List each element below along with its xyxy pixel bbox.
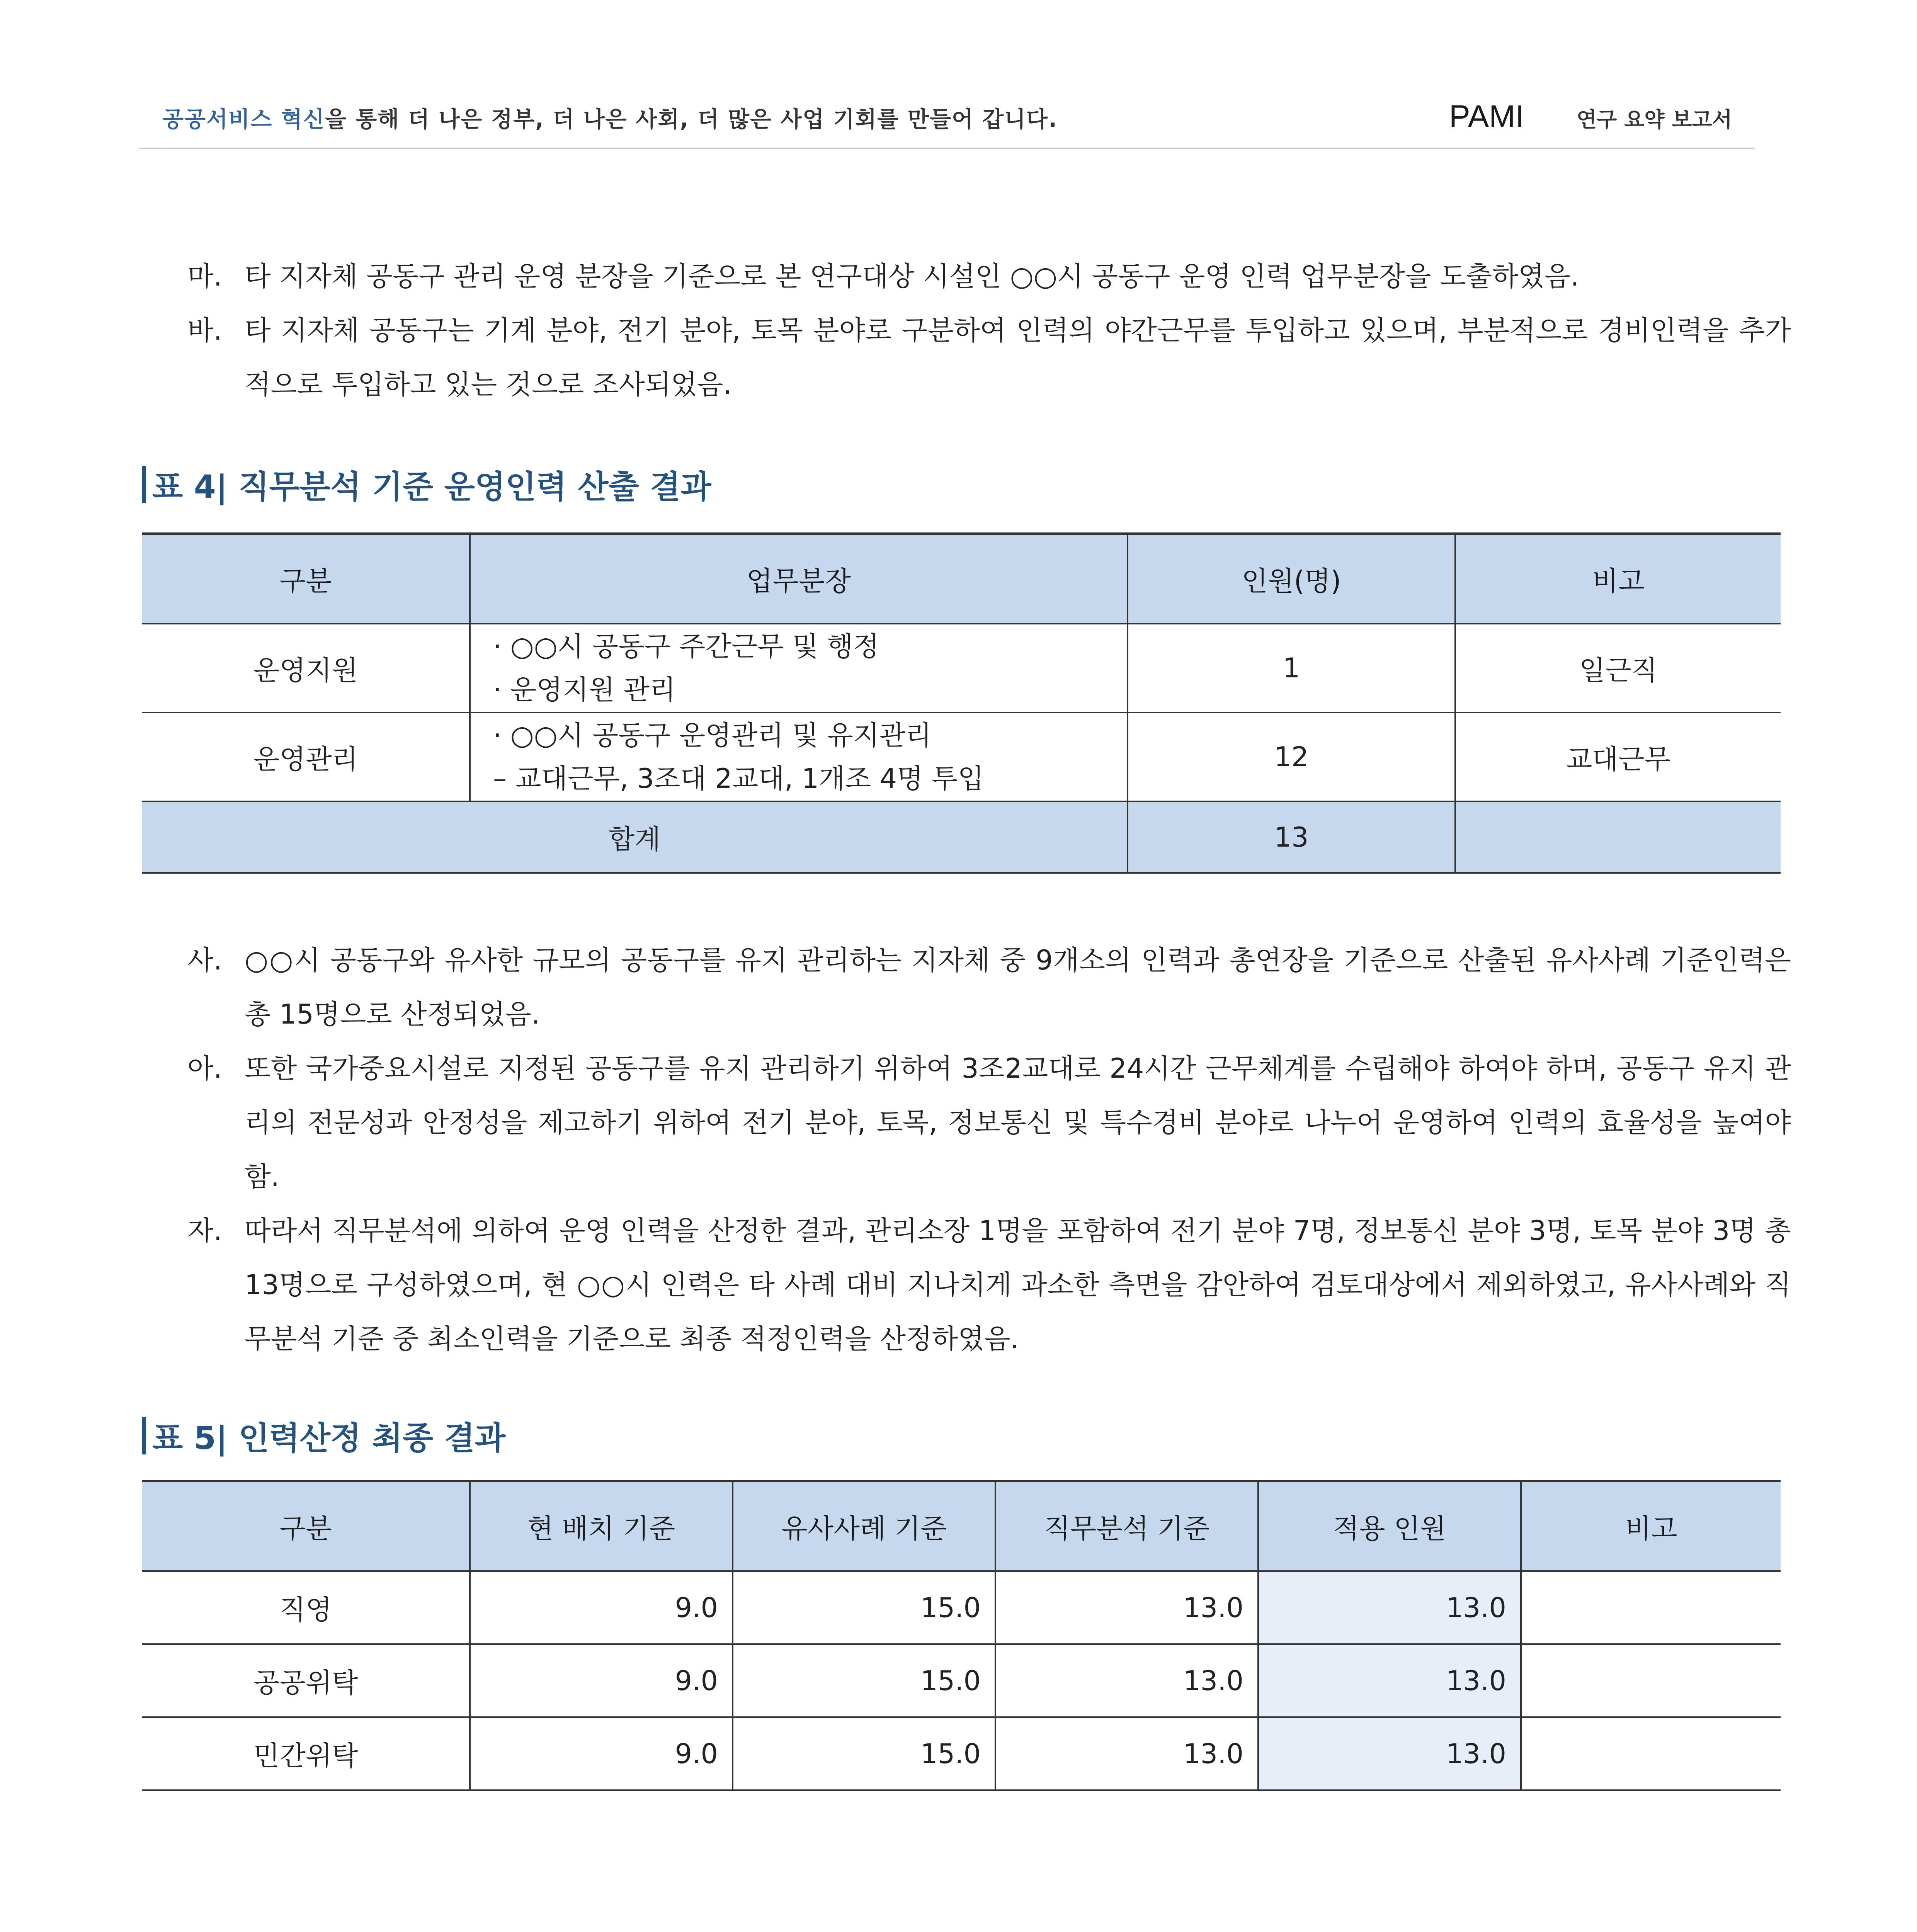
table-cell-job: 13.0 — [995, 1571, 1258, 1644]
table-header-cell: 비고 — [1455, 534, 1781, 624]
table-header-cell: 현 배치 기준 — [470, 1481, 733, 1571]
table-cell-count: 1 — [1128, 624, 1455, 713]
table-header-row — [142, 1481, 1781, 1571]
paragraph-marker: 마. — [187, 260, 222, 292]
table-cell-category: 공공위탁 — [142, 1644, 470, 1717]
table-cell-note — [1521, 1717, 1781, 1790]
duty-line: · ○○시 공동구 주간근무 및 행정 — [493, 631, 879, 662]
header-subtitle: 연구 요약 보고서 — [1577, 107, 1732, 132]
table-cell-similar: 15.0 — [733, 1571, 995, 1644]
table-cell-category: 민간위탁 — [142, 1717, 470, 1790]
paragraph-text: 따라서 직무분석에 의하여 운영 인력을 산정한 결과, 관리소장 1명을 포함하여 전기 분야 7명, 정보통신 분야 3명, 토목 분야 3명 총 13명으로 구성하였으며, 현 ○○시 인력은 타 사례 대비 지나치게 과소한 측면을 감안하여 검토대상에서 제외하였고, 유사사례와 직무분석 기준 중 최소인력을 기준으로 최종 적정인력을 산정하였음. — [245, 1215, 1791, 1355]
paragraph-ja — [187, 1204, 1791, 1366]
table-cell-note — [1521, 1571, 1781, 1644]
table-row — [142, 1644, 1781, 1717]
caption-bar — [142, 466, 146, 503]
table-cell-category: 직영 — [142, 1571, 470, 1644]
table4-caption-text: 표 4| 직무분석 기준 운영인력 산출 결과 — [152, 469, 711, 505]
table-cell-applied: 13.0 — [1258, 1571, 1521, 1644]
table-cell-job: 13.0 — [995, 1644, 1258, 1717]
table-cell-job: 13.0 — [995, 1717, 1258, 1790]
table-header-row — [142, 534, 1781, 624]
paragraph-ba — [187, 303, 1791, 412]
table-header-cell: 유사사례 기준 — [733, 1481, 995, 1571]
table4-caption — [142, 462, 711, 507]
table-cell-category: 운영관리 — [142, 713, 470, 801]
table-final-staffing — [142, 1480, 1781, 1791]
paragraph-text: ○○시 공동구와 유사한 규모의 공동구를 유지 관리하는 지자체 중 9개소의 인력과 총연장을 기준으로 산출된 유사사례 기준인력은 총 15명으로 산정되었음. — [245, 944, 1791, 1030]
table-row — [142, 624, 1781, 713]
table-cell-applied: 13.0 — [1258, 1717, 1521, 1790]
page-header — [139, 95, 1754, 149]
duty-line: · 운영지원 관리 — [493, 674, 676, 706]
table-cell-similar: 15.0 — [733, 1644, 995, 1717]
table5-caption-text: 표 5| 인력산정 최종 결과 — [152, 1420, 506, 1457]
paragraph-marker: 바. — [187, 315, 222, 346]
table-cell-duty — [470, 713, 1128, 801]
total-label: 합계 — [142, 801, 1128, 873]
paragraph-ma — [187, 249, 1791, 303]
table-cell-duty — [470, 624, 1128, 713]
table-header-cell: 구분 — [142, 1481, 470, 1571]
table-row — [142, 1571, 1781, 1644]
table-cell-similar: 15.0 — [733, 1717, 995, 1790]
table-header-cell: 업무분장 — [470, 534, 1128, 624]
paragraph-marker: 자. — [187, 1215, 222, 1247]
paragraph-text: 또한 국가중요시설로 지정된 공동구를 유지 관리하기 위하여 3조2교대로 24시간 근무체계를 수립해야 하여야 하며, 공동구 유지 관리의 전문성과 안정성을 제고하기 위하여 전기 분야, 토목, 정보통신 및 특수경비 분야로 나누어 운영하여 인력의 효율성을 높여야 함. — [245, 1053, 1791, 1192]
table-staff-calculation — [142, 532, 1781, 874]
paragraph-text: 타 지자체 공동구 관리 운영 분장을 기준으로 본 연구대상 시설인 ○○시 공동구 운영 인력 업무분장을 도출하였음. — [245, 260, 1579, 292]
table-cell-current: 9.0 — [470, 1644, 733, 1717]
table-header-cell: 직무분석 기준 — [995, 1481, 1258, 1571]
table-header-cell: 비고 — [1521, 1481, 1781, 1571]
caption-bar — [142, 1417, 146, 1454]
table-cell-current: 9.0 — [470, 1717, 733, 1790]
header-divider — [139, 148, 1754, 149]
total-note — [1455, 801, 1781, 873]
table-header-cell: 인원(명) — [1128, 534, 1455, 624]
table-cell-note: 교대근무 — [1455, 713, 1781, 801]
table-row — [142, 1717, 1781, 1790]
paragraph-marker: 사. — [187, 944, 222, 976]
table-cell-applied: 13.0 — [1258, 1644, 1521, 1717]
table-total-row — [142, 801, 1781, 873]
table5-caption — [142, 1413, 505, 1458]
table-cell-category: 운영지원 — [142, 624, 470, 713]
table-cell-note: 일근직 — [1455, 624, 1781, 713]
duty-line: – 교대근무, 3조대 2교대, 1개조 4명 투입 — [493, 763, 984, 794]
header-brand: PAMI — [1449, 99, 1524, 134]
paragraph-text: 타 지자체 공동구는 기계 분야, 전기 분야, 토목 분야로 구분하여 인력의 야간근무를 투입하고 있으며, 부분적으로 경비인력을 추가적으로 투입하고 있는 것으로 조사되었음. — [245, 315, 1791, 400]
total-count: 13 — [1128, 801, 1455, 873]
table-cell-current: 9.0 — [470, 1571, 733, 1644]
slogan-highlight: 공공서비스 혁신 — [162, 107, 325, 132]
table-header-cell: 구분 — [142, 534, 470, 624]
table-cell-note — [1521, 1644, 1781, 1717]
header-slogan — [162, 102, 1058, 133]
paragraph-a — [187, 1041, 1791, 1204]
paragraph-marker: 아. — [187, 1053, 222, 1084]
slogan-rest: 을 통해 더 나은 정부, 더 나은 사회, 더 많은 사업 기회를 만들어 갑니다. — [325, 107, 1058, 132]
table-cell-count: 12 — [1128, 713, 1455, 801]
paragraph-sa — [187, 933, 1791, 1041]
table-row — [142, 713, 1781, 801]
table-header-cell: 적용 인원 — [1258, 1481, 1521, 1571]
duty-line: · ○○시 공동구 운영관리 및 유지관리 — [493, 719, 932, 751]
